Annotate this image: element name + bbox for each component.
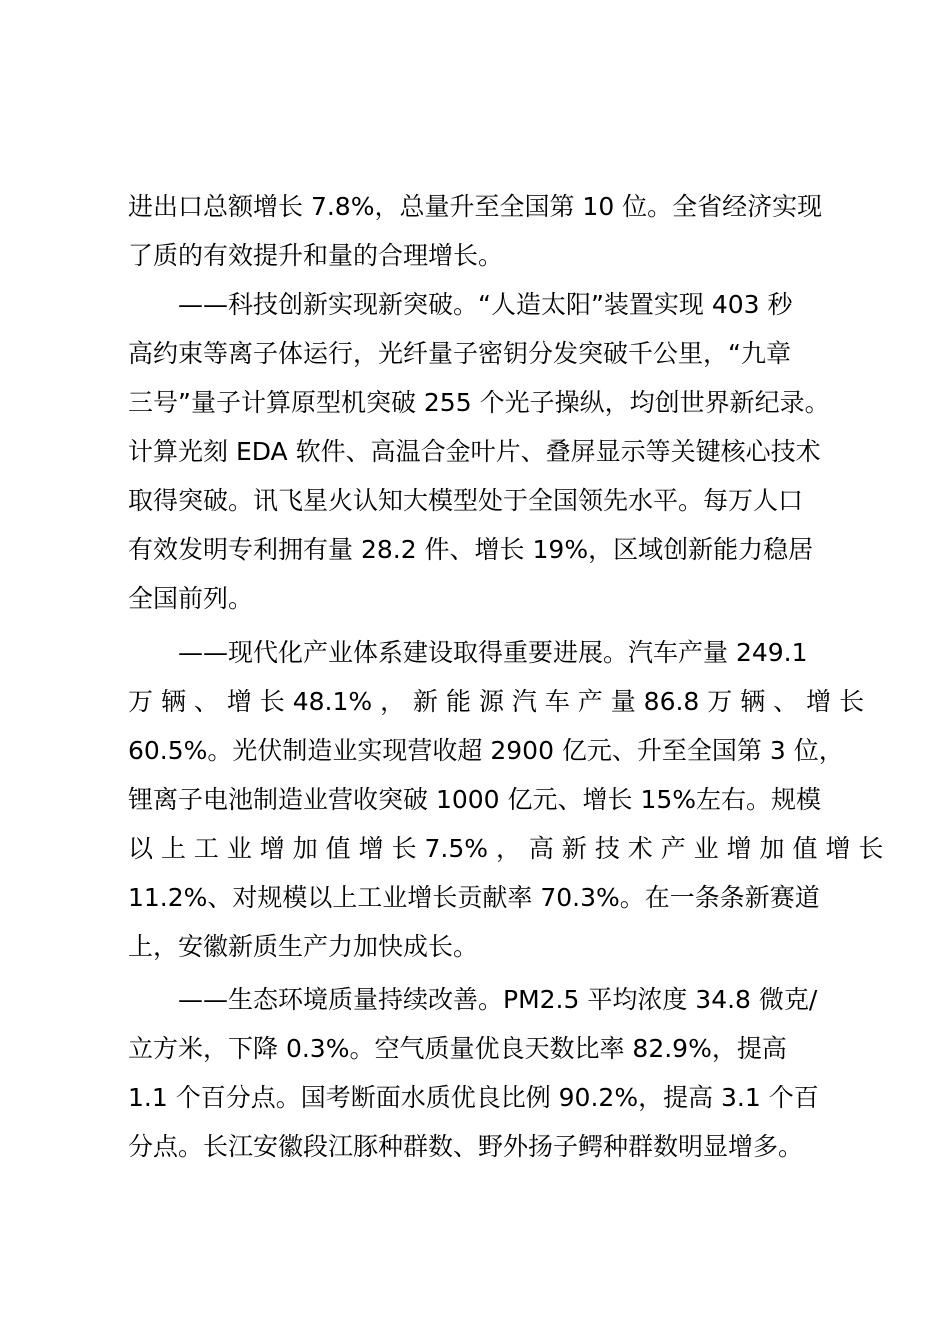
text-line [0,236,950,276]
text-line [0,731,950,771]
paragraph-start-line [0,285,950,325]
text-line [0,780,950,820]
text-line [0,383,950,423]
text-line-content: 11.2%、对规模以上工业增长贡献率 70.3%。在一条条新赛道 [128,883,820,912]
text-line [0,187,950,227]
paragraph-start-line [0,980,950,1020]
text-line-content: 高约束等离子体运行，光纤量子密钥分发突破千公里，“九章 [128,339,791,368]
text-line [0,1127,950,1167]
text-line [0,334,950,374]
text-line-content: 锂离子电池制造业营收突破 1000 亿元、增长 15%左右。规模 [128,785,822,814]
text-line-content: 有效发明专利拥有量 28.2 件、增长 19%，区域创新能力稳居 [128,535,814,564]
text-line-content: 60.5%。光伏制造业实现营收超 2900 亿元、升至全国第 3 位， [128,736,844,765]
text-line-content: 三号”量子计算原型机突破 255 个光子操纵，均创世界新纪录。 [128,388,830,417]
text-line [0,1078,950,1118]
text-line-content: 了质的有效提升和量的合理增长。 [128,241,504,270]
text-line [0,927,950,967]
text-line [0,1029,950,1069]
text-line-content: 1.1 个百分点。国考断面水质优良比例 90.2%，提高 3.1 个百 [128,1083,819,1112]
text-line [0,530,950,570]
text-line [0,432,950,472]
text-line [0,829,950,869]
text-line-content: 全国前列。 [128,584,254,613]
paragraph-start-line [0,633,950,673]
text-line [0,579,950,619]
text-line-content: 立方米，下降 0.3%。空气质量优良天数比率 82.9%，提高 [128,1034,787,1063]
text-line-content: 计算光刻 EDA 软件、高温合金叶片、叠屏显示等关键核心技术 [128,437,821,466]
text-line [0,878,950,918]
text-line [0,481,950,521]
text-line-content: 分点。长江安徽段江豚种群数、野外扬子鳄种群数明显增多。 [128,1132,804,1161]
text-line [0,682,950,722]
text-line-content: 上，安徽新质生产力加快成长。 [128,932,479,961]
text-line-content: 以 上 工 业 增 加 值 增 长 7.5% ， 高 新 技 术 产 业 增 加 值 增 长 [128,834,884,863]
text-line-content: 取得突破。讯飞星火认知大模型处于全国领先水平。每万人口 [128,486,804,515]
text-line-content: ——生态环境质量持续改善。PM2.5 平均浓度 34.8 微克/ [178,985,818,1014]
text-line-content: 万 辆 、 增 长 48.1% ， 新 能 源 汽 车 产 量 86.8 万 辆 、 增 长 [128,687,865,716]
text-line-content: ——科技创新实现新突破。“人造太阳”装置实现 403 秒 [178,290,793,319]
text-line-content: ——现代化产业体系建设取得重要进展。汽车产量 249.1 [178,638,808,667]
text-line-content: 进出口总额增长 7.8%，总量升至全国第 10 位。全省经济实现 [128,192,823,221]
